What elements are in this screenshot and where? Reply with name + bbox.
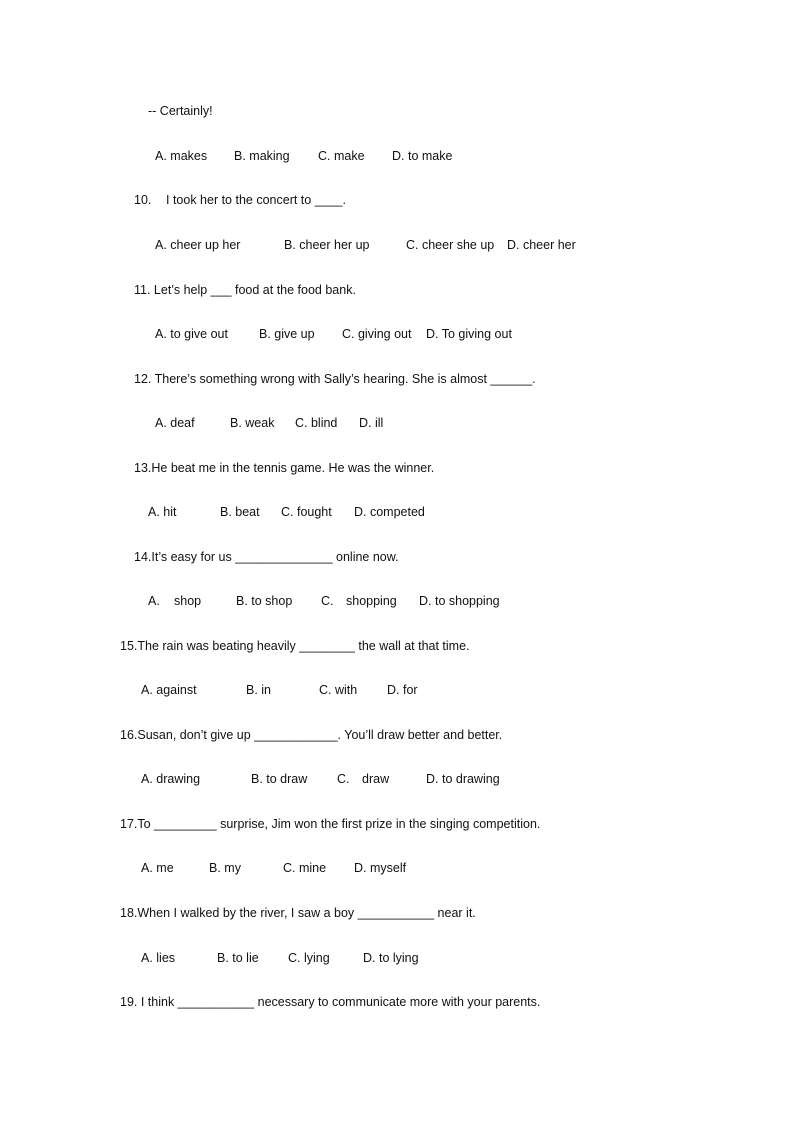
option-16b: B. to draw [251,772,308,786]
option-10d: D. cheer her [507,238,576,252]
option-16c-text: draw [362,772,390,786]
option-15c: C. with [319,683,358,697]
question-16: 16.Susan, don’t give up ____________. You’ll draw better and better. [120,728,503,742]
option-12a: A. deaf [155,416,195,430]
option-17b: B. my [209,861,241,875]
option-12b: B. weak [230,416,275,430]
option-17c: C. mine [283,861,327,875]
question-15: 15.The rain was beating heavily ________ the wall at that time. [120,639,470,653]
option-11a: A. to give out [155,327,228,341]
question-10-text: I took her to the concert to ____. [166,193,346,207]
option-9d: D. to make [392,149,453,163]
option-17d: D. myself [354,861,407,875]
option-10c: C. cheer she up [406,238,495,252]
option-14c-letter: C. [321,594,334,608]
question-12: 12. There’s something wrong with Sally’s hearing. She is almost ______. [134,372,536,386]
question-14: 14.It’s easy for us ______________ online now. [134,550,399,564]
option-16c-letter: C. [337,772,350,786]
option-11b: B. give up [259,327,315,341]
option-9c: C. make [318,149,365,163]
option-18d: D. to lying [363,951,419,965]
question-13: 13.He beat me in the tennis game. He was the winner. [134,461,435,475]
option-16d: D. to drawing [426,772,500,786]
question-19: 19. I think ___________ necessary to communicate more with your parents. [120,995,541,1009]
option-10b: B. cheer her up [284,238,370,252]
option-11c: C. giving out [342,327,412,341]
option-18c: C. lying [288,951,330,965]
option-10a: A. cheer up her [155,238,241,252]
dialogue-reply: -- Certainly! [148,104,213,118]
option-13c: C. fought [281,505,332,519]
option-13b: B. beat [220,505,260,519]
option-14a-text: shop [174,594,202,608]
option-13a: A. hit [148,505,177,519]
option-14b: B. to shop [236,594,293,608]
option-14d: D. to shopping [419,594,500,608]
option-9a: A. makes [155,149,208,163]
option-14a-letter: A. [148,594,160,608]
option-9b: B. making [234,149,290,163]
question-10-number: 10. [134,193,152,207]
option-12d: D. ill [359,416,384,430]
question-11: 11. Let’s help ___ food at the food bank. [134,283,356,297]
option-16a: A. drawing [141,772,201,786]
option-18a: A. lies [141,951,176,965]
option-14c-text: shopping [346,594,397,608]
option-12c: C. blind [295,416,338,430]
option-15b: B. in [246,683,272,697]
option-15d: D. for [387,683,418,697]
question-17: 17.To _________ surprise, Jim won the first prize in the singing competition. [120,817,541,831]
option-18b: B. to lie [217,951,259,965]
option-11d: D. To giving out [426,327,512,341]
option-17a: A. me [141,861,174,875]
option-15a: A. against [141,683,197,697]
question-18: 18.When I walked by the river, I saw a boy ___________ near it. [120,906,476,920]
option-13d: D. competed [354,505,425,519]
